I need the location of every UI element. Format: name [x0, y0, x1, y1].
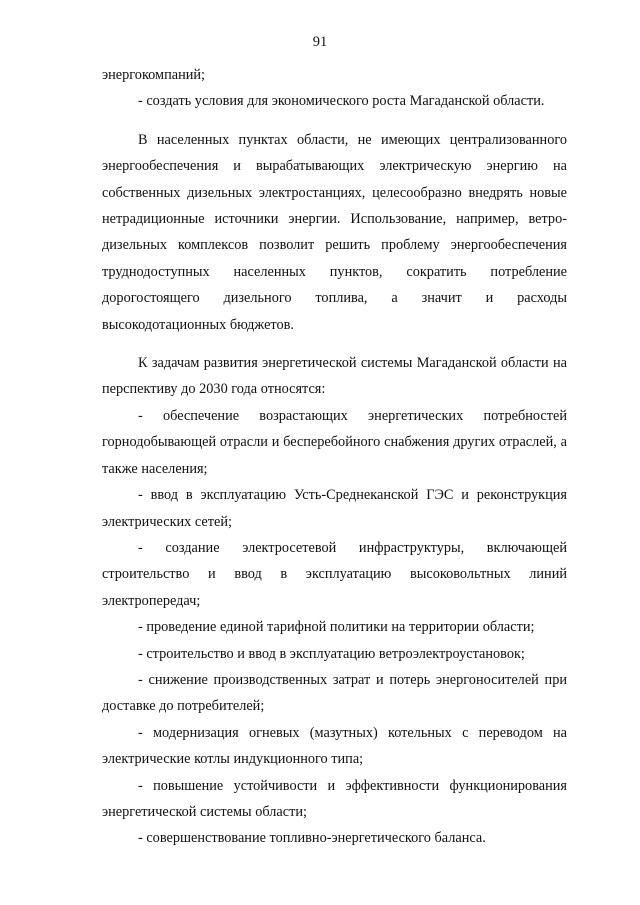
paragraph: В населенных пунктах области, не имеющих централизованного энергообеспечения и вырабатывающих электрическую энергию на собственных дизельных электростанциях, целесообразно внедрять новые нетрадиционные источники энергии. Использование, например, ветро-дизельных комплексов позволит решить проблему энергообеспечения труднодоступных населенных пунктов, сократить потребление дорогостоящего дизельного топлива, а значит и расходы высокодотационных бюджетов. [102, 131, 567, 333]
bullet-item: - создание электросетевой инфраструктуры, включающей строительство и ввод в эксплуатацию высоковольтных линий электропередач; [102, 539, 567, 609]
paragraph: К задачам развития энергетической системы Магаданской области на перспективу до 2030 года относятся: [102, 355, 567, 398]
paragraph-continuation: энергокомпаний; [102, 67, 206, 83]
bullet-item: - повышение устойчивости и эффективности функционирования энергетической системы области; [102, 777, 567, 820]
document-body [102, 62, 567, 852]
bullet-item: - обеспечение возрастающих энергетических потребностей горнодобывающей отрасли и бесперебойного снабжения других отраслей, а также населения; [102, 407, 567, 477]
bullet-item: - ввод в эксплуатацию Усть-Среднеканской ГЭС и реконструкция электрических сетей; [102, 487, 567, 530]
bullet-item: - снижение производственных затрат и потерь энергоносителей при доставке до потребителей; [102, 671, 567, 715]
bullet-item: - строительство и ввод в эксплуатацию ветроэлектроустановок; [138, 645, 525, 662]
bullet-item: - модернизация огневых (мазутных) котельных с переводом на электрические котлы индукционного типа; [102, 724, 567, 768]
bullet-item: - проведение единой тарифной политики на территории области; [138, 619, 535, 636]
bullet-item: - совершенствование топливно-энергетического баланса. [138, 830, 486, 847]
page-number: 91 [312, 34, 328, 50]
bullet-item: - создать условия для экономического роста Магаданской области. [138, 93, 545, 110]
